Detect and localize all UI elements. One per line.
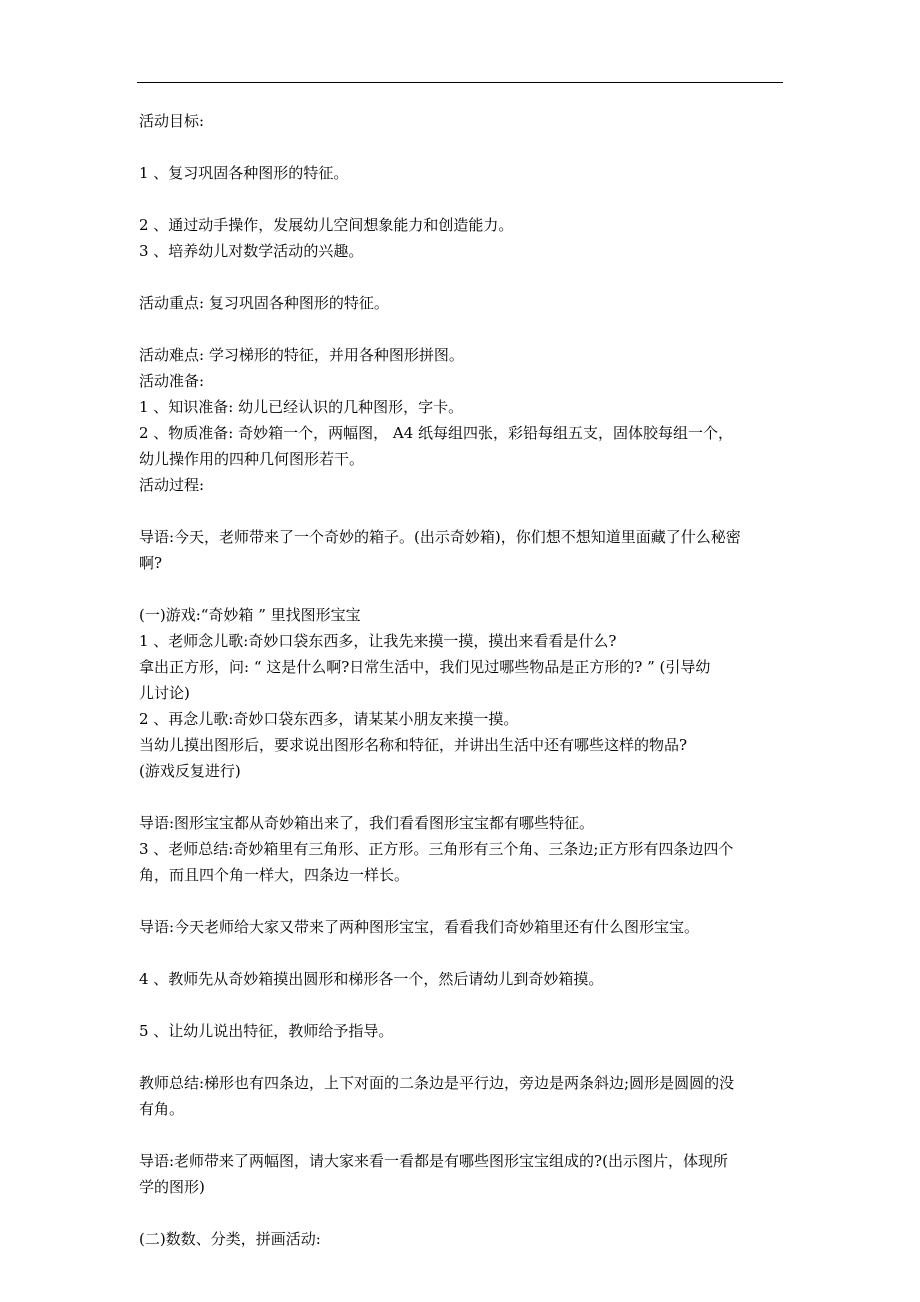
blank-line — [139, 576, 789, 602]
blank-line — [139, 992, 789, 1018]
text-line: 2 、通过动手操作，发展幼儿空间想象能力和创造能力。 — [139, 216, 514, 234]
blank-line — [139, 1044, 789, 1070]
text-line: 4 、教师先从奇妙箱摸出圆形和梯形各一个，然后请幼儿到奇妙箱摸。 — [139, 970, 604, 988]
text-line: 有角。 — [139, 1100, 185, 1118]
text-line: 活动难点: 学习梯形的特征，并用各种图形拼图。 — [139, 346, 464, 364]
text-line: 导语:今天老师给大家又带来了两种图形宝宝，看看我们奇妙箱里还有什么图形宝宝。 — [139, 918, 700, 936]
text-line: 活动过程: — [139, 476, 205, 494]
document-body — [139, 108, 789, 1252]
text-line: 儿讨论) — [139, 684, 190, 702]
blank-line — [139, 888, 789, 914]
blank-line — [139, 134, 789, 160]
blank-line — [139, 1200, 789, 1226]
text-line: 活动准备: — [139, 372, 205, 390]
text-line: 活动目标: — [139, 112, 205, 130]
text-line: 2 、再念儿歌:奇妙口袋东西多，请某某小朋友来摸一摸。 — [139, 710, 519, 728]
text-line: (游戏反复进行) — [139, 762, 241, 780]
text-line: 1 、知识准备: 幼儿已经认识的几种图形，字卡。 — [139, 398, 464, 416]
blank-line — [139, 498, 789, 524]
text-line: 学的图形) — [139, 1178, 205, 1196]
blank-line — [139, 784, 789, 810]
text-line: 啊? — [139, 554, 163, 572]
text-line: 1 、老师念儿歌:奇妙口袋东西多，让我先来摸一摸，摸出来看看是什么? — [139, 632, 617, 650]
text-line: 活动重点: 复习巩固各种图形的特征。 — [139, 294, 389, 312]
blank-line — [139, 264, 789, 290]
text-line: 5 、让幼儿说出特征，教师给予指导。 — [139, 1022, 394, 1040]
text-line: 3 、老师总结:奇妙箱里有三角形、正方形。三角形有三个角、三条边;正方形有四条边四个 — [139, 840, 734, 858]
blank-line — [139, 316, 789, 342]
header-rule — [137, 82, 783, 83]
text-line: (二)数数、分类，拼画活动: — [139, 1230, 321, 1248]
blank-line — [139, 186, 789, 212]
blank-line — [139, 1122, 789, 1148]
text-line: 角，而且四个角一样大，四条边一样长。 — [139, 866, 410, 884]
text-line: 导语:今天，老师带来了一个奇妙的箱子。(出示奇妙箱)，你们想不想知道里面藏了什么秘密 — [139, 528, 741, 546]
text-line: 2 、物质准备: 奇妙箱一个，两幅图， A4 纸每组四张，彩铅每组五支，固体胶每组一个， — [139, 424, 734, 442]
text-line: 3 、培养幼儿对数学活动的兴趣。 — [139, 242, 364, 260]
text-line: 导语:图形宝宝都从奇妙箱出来了，我们看看图形宝宝都有哪些特征。 — [139, 814, 595, 832]
text-line: 导语:老师带来了两幅图，请大家来看一看都是有哪些图形宝宝组成的?(出示图片，体现所 — [139, 1152, 728, 1170]
blank-line — [139, 940, 789, 966]
text-line: 教师总结:梯形也有四条边，上下对面的二条边是平行边，旁边是两条斜边;圆形是圆圆的没 — [139, 1074, 735, 1092]
text-line: 当幼儿摸出图形后，要求说出图形名称和特征，并讲出生活中还有哪些这样的物品? — [139, 736, 688, 754]
text-line: (一)游戏:“奇妙箱 ” 里找图形宝宝 — [139, 606, 361, 624]
text-line: 幼儿操作用的四种几何图形若干。 — [139, 450, 365, 468]
text-line: 拿出正方形，问: “ 这是什么啊?日常生活中，我们见过哪些物品是正方形的? ” (引导幼 — [139, 658, 711, 676]
text-line: 1 、复习巩固各种图形的特征。 — [139, 164, 349, 182]
